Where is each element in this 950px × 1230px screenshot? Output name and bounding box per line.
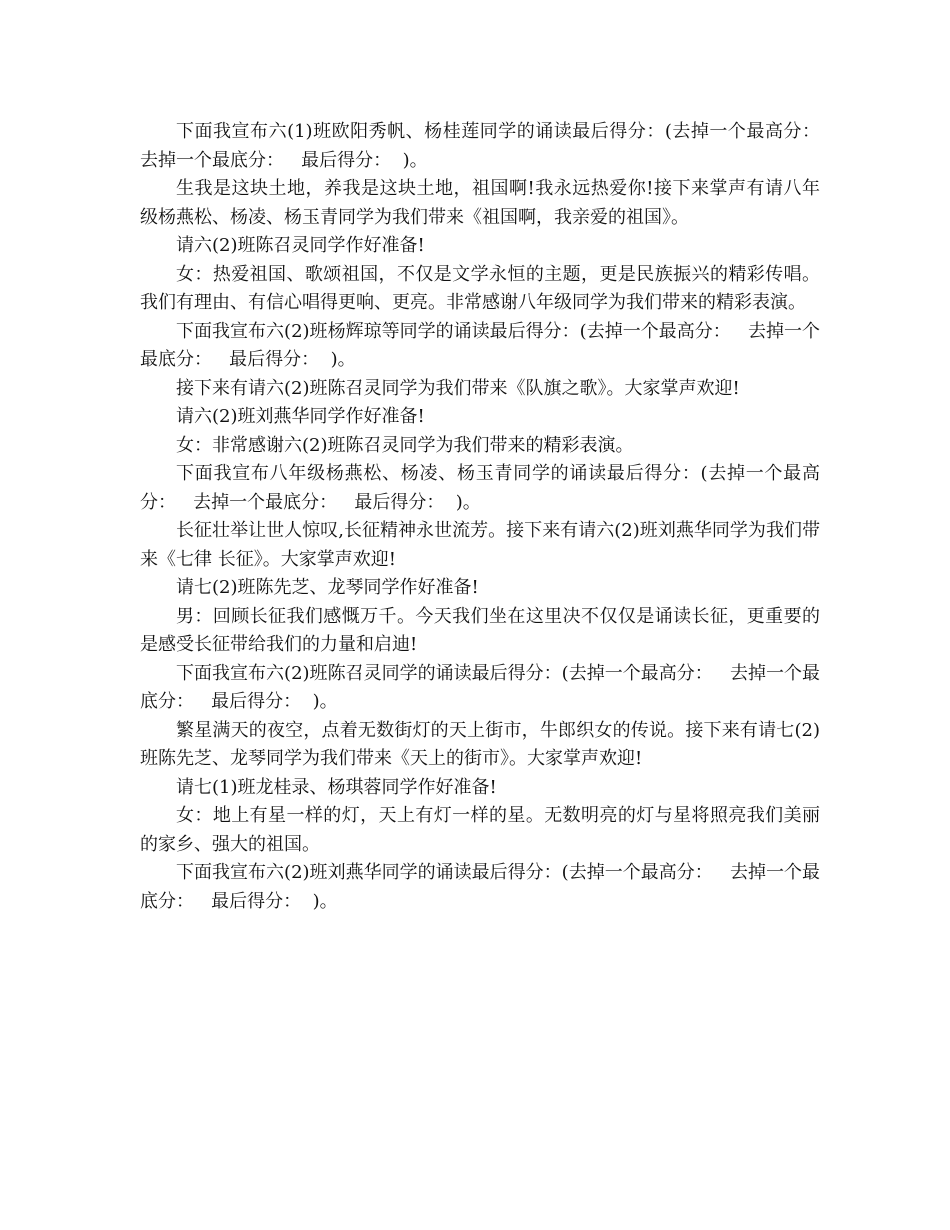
paragraph: 生我是这块土地，养我是这块土地，祖国啊!我永远热爱你!接下来掌声有请八年级杨燕松、杨凌、杨玉青同学为我们带来《祖国啊，我亲爱的祖国》。: [140, 178, 820, 228]
paragraph: 下面我宣布六(2)班杨辉琼等同学的诵读最后得分：(去掉一个最高分： 去掉一个最底分： 最后得分： )。: [140, 320, 820, 370]
paragraph: 女：非常感谢六(2)班陈召灵同学为我们带来的精彩表演。: [176, 434, 634, 456]
paragraph: 下面我宣布八年级杨燕松、杨凌、杨玉青同学的诵读最后得分：(去掉一个最高分： 去掉一个最底分： 最后得分： )。: [140, 463, 820, 513]
paragraph: 长征壮举让世人惊叹,长征精神永世流芳。接下来有请六(2)班刘燕华同学为我们带来《七律 长征》。大家掌声欢迎!: [140, 520, 820, 570]
paragraph: 接下来有请六(2)班陈召灵同学为我们带来《队旗之歌》。大家掌声欢迎!: [176, 377, 740, 399]
paragraph: 请六(2)班刘燕华同学作好准备!: [176, 406, 425, 427]
paragraph: 请七(1)班龙桂录、杨琪蓉同学作好准备!: [176, 776, 497, 798]
paragraph: 女：地上有星一样的灯，天上有灯一样的星。无数明亮的灯与星将照亮我们美丽的家乡、强大的祖国。: [140, 805, 820, 855]
paragraph: 下面我宣布六(2)班陈召灵同学的诵读最后得分：(去掉一个最高分： 去掉一个最底分： 最后得分： )。: [140, 662, 820, 712]
document-body: [140, 118, 832, 916]
paragraph: 下面我宣布六(1)班欧阳秀帆、杨桂莲同学的诵读最后得分：(去掉一个最高分： 去掉一个最底分： 最后得分： )。: [140, 121, 832, 171]
paragraph: 男：回顾长征我们感慨万千。今天我们坐在这里决不仅仅是诵读长征，更重要的是感受长征带给我们的力量和启迪!: [140, 605, 820, 655]
paragraph: 女：热爱祖国、歌颂祖国，不仅是文学永恒的主题，更是民族振兴的精彩传唱。我们有理由、有信心唱得更响、更亮。非常感谢八年级同学为我们带来的精彩表演。: [140, 263, 820, 313]
paragraph: 下面我宣布六(2)班刘燕华同学的诵读最后得分：(去掉一个最高分： 去掉一个最底分： 最后得分： )。: [140, 862, 820, 912]
paragraph: 请七(2)班陈先芝、龙琴同学作好准备!: [176, 577, 479, 598]
paragraph: 请六(2)班陈召灵同学作好准备!: [176, 235, 425, 256]
paragraph: 繁星满天的夜空，点着无数街灯的天上街市，牛郎织女的传说。接下来有请七(2)班陈先芝、龙琴同学为我们带来《天上的街市》。大家掌声欢迎!: [140, 719, 820, 769]
